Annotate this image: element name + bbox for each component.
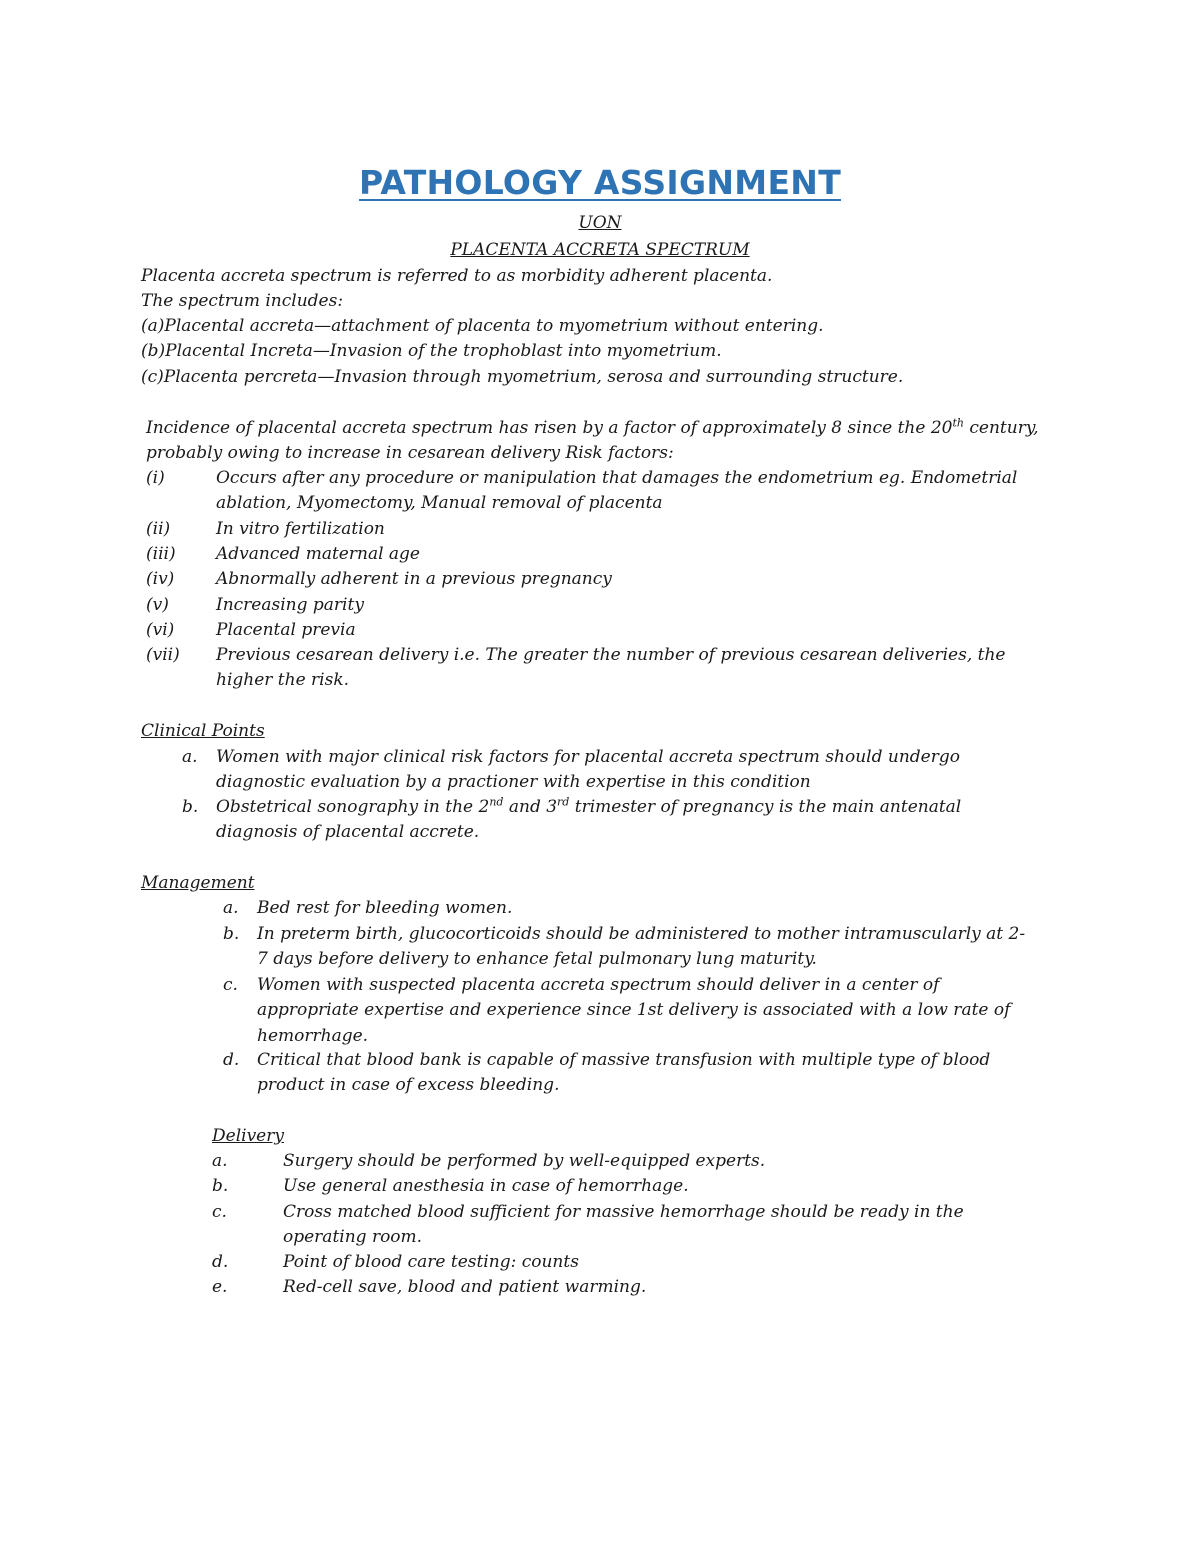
management-item-marker: b. [223,924,240,944]
delivery-item-text: Cross matched blood sufficient for massive hemorrhage should be ready in the [283,1202,964,1222]
management-item-text: hemorrhage. [257,1025,369,1046]
risk-factor-text: Abnormally adherent in a previous pregnancy [216,569,612,589]
delivery-item-text: Point of blood care testing: counts [283,1252,579,1272]
risk-factor-marker: (v) [146,595,169,615]
risk-factor-text: higher the risk. [216,670,350,691]
delivery-item-marker: d. [212,1252,229,1272]
institution-label: UON [578,213,622,233]
incidence-text: Incidence of placental accreta spectrum has risen by a factor of approximately 8 since the 20 [146,418,953,438]
risk-factor-marker: (iv) [146,569,175,589]
clinical-point-a-line-1: Women with major clinical risk factors for placental accreta spectrum should undergo [216,747,960,767]
incidence-text-end: century, [963,418,1039,438]
risk-factor-text: Increasing parity [216,595,364,615]
management-item-marker: d. [223,1050,240,1070]
clinical-point-b-line-1 [216,795,961,820]
risk-factor-marker: (ii) [146,519,171,539]
delivery-item-text: operating room. [283,1227,423,1248]
clinical-points-heading: Clinical Points [141,721,265,741]
clinical-point-b-text-mid: and 3 [503,797,558,817]
incidence-line-1 [146,416,1039,441]
delivery-item-marker: b. [212,1176,229,1196]
management-item-text: Bed rest for bleeding women. [257,898,513,918]
incidence-sup: th [952,416,964,430]
clinical-point-b-line-2: diagnosis of placental accrete. [216,822,480,842]
management-item-text: 7 days before delivery to enhance fetal pulmonary lung maturity. [257,949,817,970]
intro-line-2: The spectrum includes: [141,291,344,311]
risk-factor-marker: (vi) [146,620,175,640]
risk-factor-marker: (i) [146,468,165,488]
clinical-point-a-line-2: diagnostic evaluation by a practioner with expertise in this condition [216,772,811,792]
risk-factor-text: Advanced maternal age [216,544,420,564]
clinical-point-b-text: Obstetrical sonography in the 2 [216,797,490,817]
management-item-text: product in case of excess bleeding. [257,1075,560,1096]
delivery-item-text: Surgery should be performed by well-equipped experts. [283,1151,766,1171]
delivery-item-text: Red-cell save, blood and patient warming. [283,1277,647,1297]
topic-heading: PLACENTA ACCRETA SPECTRUM [450,240,750,260]
delivery-heading: Delivery [212,1126,284,1146]
management-item-text: appropriate expertise and experience since 1st delivery is associated with a low rate of [257,1000,1011,1021]
page-title: PATHOLOGY ASSIGNMENT [358,163,842,202]
delivery-item-marker: e. [212,1277,228,1297]
clinical-point-b-marker: b. [182,797,199,817]
risk-factor-marker: (vii) [146,645,180,665]
incidence-line-2: probably owing to increase in cesarean delivery Risk factors: [146,443,674,463]
risk-factor-marker: (iii) [146,544,176,564]
risk-factor-text: ablation, Myomectomy, Manual removal of placenta [216,493,663,514]
risk-factor-text: Previous cesarean delivery i.e. The greater the number of previous cesarean deliveries, the [216,645,1006,665]
management-item-marker: a. [223,898,239,918]
risk-factor-text: Occurs after any procedure or manipulation that damages the endometrium eg. Endometrial [216,468,1018,488]
clinical-point-b-text-end: trimester of pregnancy is the main antenatal [569,797,962,817]
management-item-text: Women with suspected placenta accreta spectrum should deliver in a center of [257,975,940,995]
delivery-item-marker: a. [212,1151,228,1171]
delivery-item-marker: c. [212,1202,227,1222]
spectrum-item-b: (b)Placental Increta—Invasion of the trophoblast into myometrium. [141,341,722,361]
management-item-text: In preterm birth, glucocorticoids should be administered to mother intramuscularly at 2- [257,924,1026,944]
risk-factor-text: Placental previa [216,620,356,640]
intro-line-1: Placenta accreta spectrum is referred to as morbidity adherent placenta. [141,266,773,286]
spectrum-item-c: (c)Placenta percreta—Invasion through myometrium, serosa and surrounding structure. [141,367,904,387]
management-heading: Management [141,873,255,893]
delivery-item-text: Use general anesthesia in case of hemorrhage. [283,1176,689,1196]
ordinal-sup-nd: nd [489,795,504,809]
management-item-text: Critical that blood bank is capable of massive transfusion with multiple type of blood [257,1050,991,1070]
clinical-point-a-marker: a. [182,747,198,767]
management-item-marker: c. [223,975,238,995]
ordinal-sup-rd: rd [557,795,570,809]
spectrum-item-a: (a)Placental accreta—attachment of placenta to myometrium without entering. [141,316,824,336]
risk-factor-text: In vitro fertilization [216,519,385,539]
